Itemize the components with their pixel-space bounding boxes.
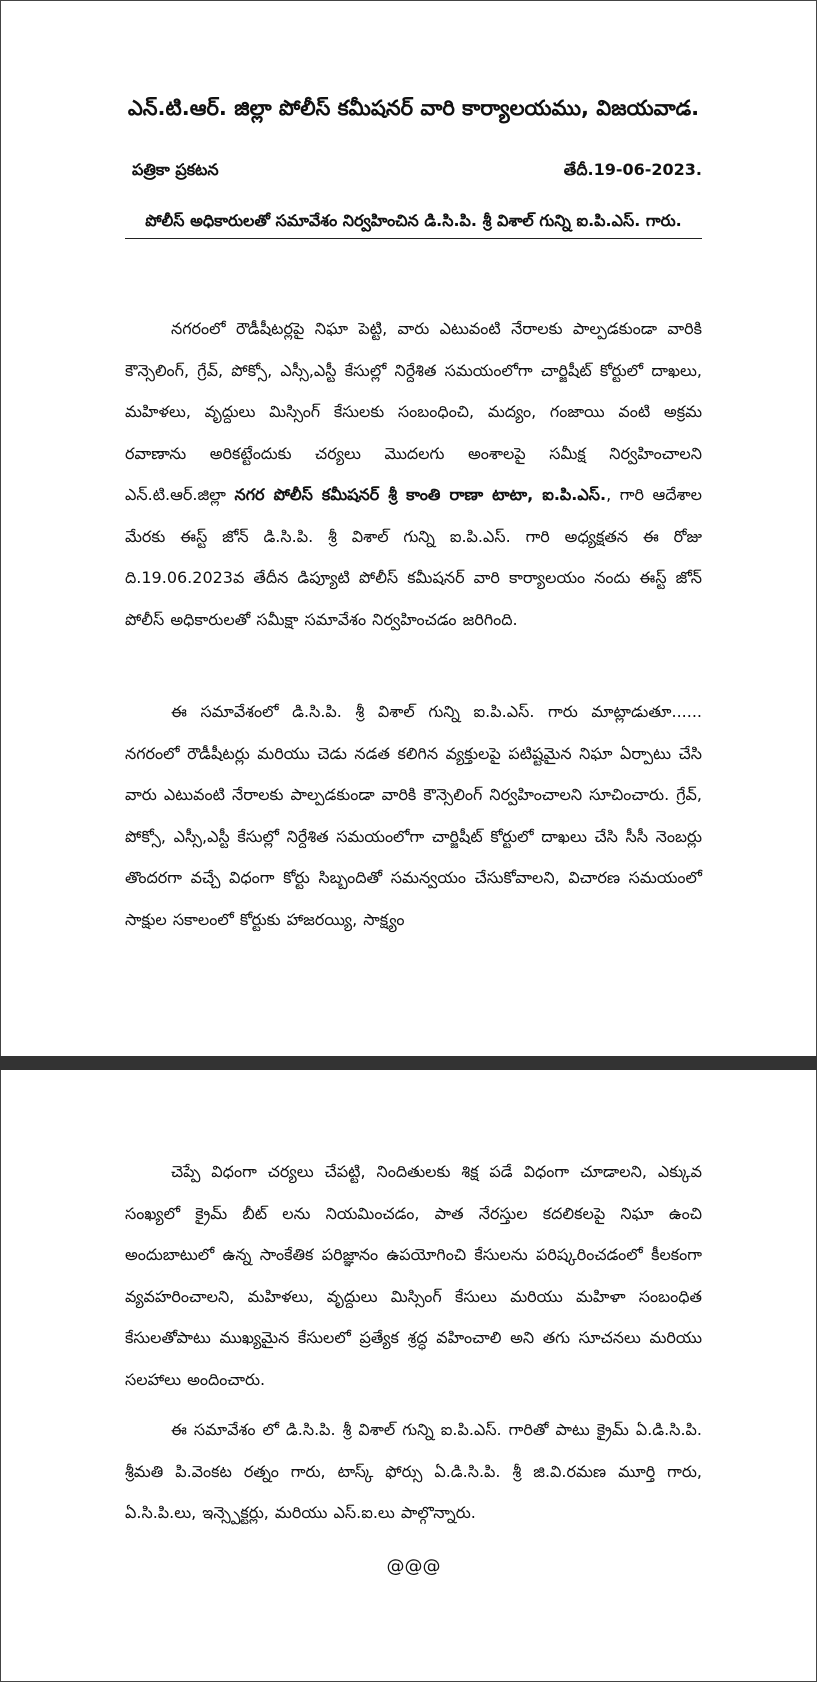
paragraph-4: ఈ సమావేశం లో డి.సి.పి. శ్రీ విశాల్ గున్ని ఐ.పి.ఎస్. గారితో పాటు క్రైమ్ ఏ.డి.సి.పి. శ్రీమతి పి.వెంకట రత్నం గారు, టాస్క్ ఫోర్సు ఏ.డి.సి.పి. శ్రీ జి.వి.రమణ మూర్తి గారు, ఏ.సి.పి.లు, ఇన్స్పెక్టర్లు, మరియు ఎస్.ఐ.లు పాల్గొన్నారు.	[125, 1420, 702, 1522]
paragraph-3: చెప్పే విధంగా చర్యలు చేపట్టి, నిందితులకు శిక్ష పడే విధంగా చూడాలని, ఎక్కువ సంఖ్యలో క్రైమ్ బీట్ లను నియమించడం, పాత నేరస్తుల కదలికలపై నిఘా ఉంచి అందుబాటులో ఉన్న సాంకేతిక పరిజ్ఞానం ఉపయోగించి కేసులను పరిష్కరించడంలో కీలకంగా వ్యవహరించాలని, మహిళలు, వృద్దులు మిస్సింగ్ కేసులు మరియు మహిళా సంబంధిత కేసులతోపాటు ముఖ్యమైన కేసులలో ప్రత్యేక శ్రద్ధ వహించాలి అని తగు సూచనలు మరియు సలహాలు అందించారు.	[125, 1162, 702, 1389]
paragraph-1	[125, 308, 702, 640]
press-release-row	[132, 150, 702, 190]
paragraph-1-text-b: , గారి ఆదేశాల మేరకు ఈస్ట్ జోన్ డి.సి.పి. శ్రీ విశాల్ గున్ని ఐ.పి.ఎస్. గారి అధ్యక్షతన ఈ రోజు ది.19.06.2023వ తేదీన డిప్యూటి పోలీస్ కమీషనర్ వారి కార్యాలయం నందు ఈస్ట్ జోన్ పోలీస్ అధికారులతో సమీక్షా సమావేశం నిర్వహించడం జరిగింది.	[125, 485, 703, 629]
page-separator	[0, 1056, 817, 1070]
paragraph-1-bold-name: నగర పోలీస్ కమీషనర్ శ్రీ కాంతి రాణా టాటా, ఐ.పి.ఎస్.	[234, 485, 607, 504]
press-release-subtitle: పోలీస్ అధికారులతో సమావేశం నిర్వహించిన డి.సి.పి. శ్రీ విశాల్ గున్ని ఐ.పి.ఎస్. గారు.	[125, 204, 702, 239]
release-date: తేదీ.19-06-2023.	[563, 160, 702, 179]
sign-off-mark: @@@	[386, 1556, 441, 1577]
office-title: ఎన్.టి.ఆర్. జిల్లా పోలీస్ కమీషనర్ వారి కార్యాలయము, విజయవాడ.	[127, 96, 700, 120]
paragraph-2: ఈ సమావేశంలో డి.సి.పి. శ్రీ విశాల్ గున్ని ఐ.పి.ఎస్. గారు మాట్లాడుతూ...... నగరంలో రౌడీషీటర్లు మరియు చెడు నడత కలిగిన వ్యక్తులపై పటిష్టమైన నిఘా ఏర్పాటు చేసి వారు ఎటువంటి నేరాలకు పాల్పడకుండా వారికి కౌన్సెలింగ్ నిర్వహించాలని సూచించారు. గ్రేవ్, పోక్సో, ఎస్సీ,ఎస్టీ కేసుల్లో నిర్దేశిత సమయంలోగా చార్జిషీట్ కోర్టులో దాఖలు చేసి సీసీ నెంబర్లు తొందరగా వచ్చే విధంగా కోర్టు సిబ్బందితో సమన్వయం చేసుకోవాలని, విచారణ సమయంలో సాక్షుల సకాలంలో కోర్టుకు హాజరయ్యి, సాక్ష్యం	[125, 702, 702, 929]
paragraph-1-text-a: నగరంలో రౌడీషీటర్లపై నిఘా పెట్టి, వారు ఎటువంటి నేరాలకు పాల్పడకుండా వారికి కౌన్సెలింగ్, గ్రేవ్, పోక్సో, ఎస్సీ,ఎస్టీ కేసుల్లో నిర్దేశిత సమయంలోగా చార్జిషీట్ కోర్టులో దాఖలు, మహిళలు, వృద్దులు మిస్సింగ్ కేసులకు సంబంధించి, మద్యం, గంజాయి వంటి అక్రమ రవాణాను అరికట్టేందుకు చర్యలు మొదలగు అంశాలపై సమీక్ష నిర్వహించాలని ఎన్.టి.ఆర్.జిల్లా	[125, 319, 702, 504]
press-release-label: పత్రికా ప్రకటన	[132, 160, 219, 179]
